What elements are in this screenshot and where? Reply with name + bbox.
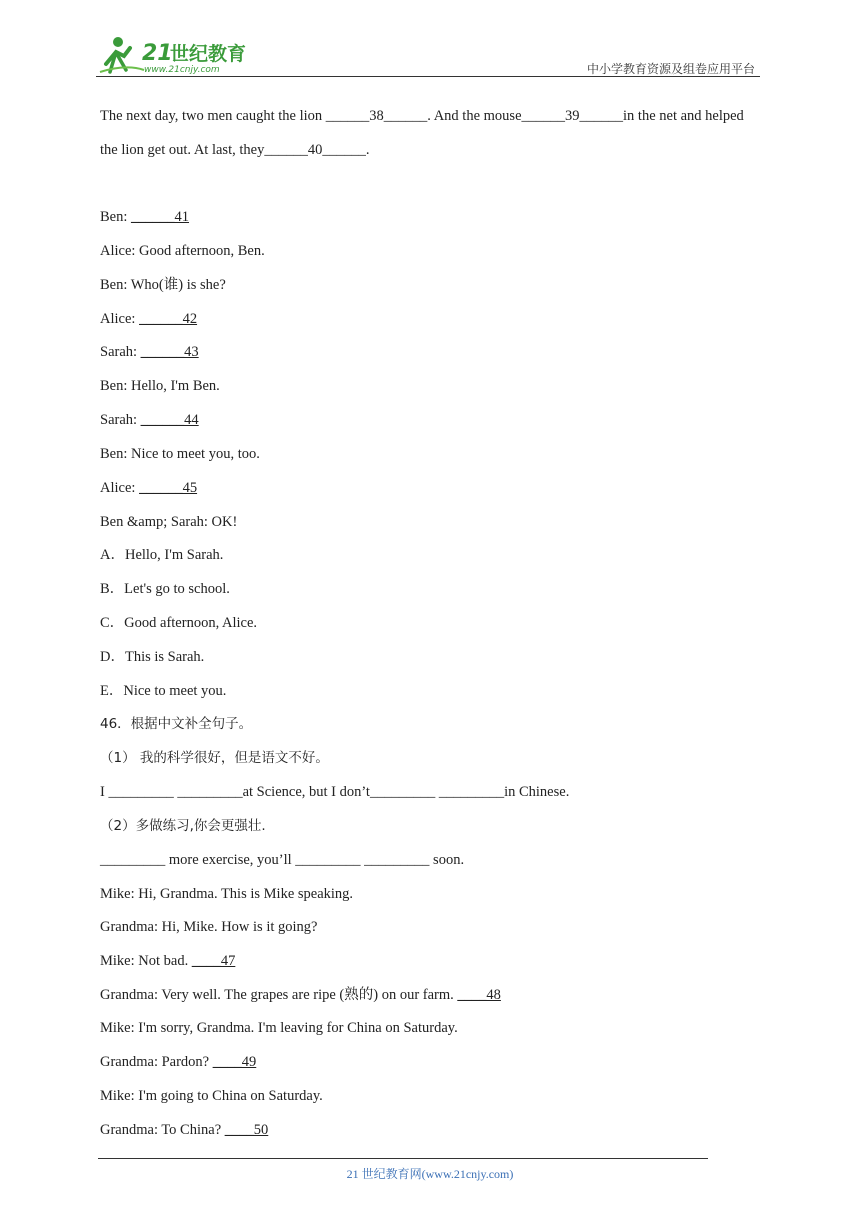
blank-45: ______45 (139, 480, 198, 496)
blank-44: ______44 (140, 412, 199, 428)
question-46-sub2-cn: （2）多做练习,你会更强壮. (100, 818, 266, 834)
dialogue2-line: Mike: Not bad. ____47 (100, 953, 236, 969)
blank-49: ____49 (212, 1054, 257, 1070)
svg-text:21: 21 (142, 41, 173, 66)
dialogue-line: Sarah: ______44 (100, 412, 199, 428)
blank-40: ______40______ (264, 142, 366, 158)
blank-50: ____50 (224, 1122, 269, 1138)
dialogue2-line: Mike: I'm going to China on Saturday. (100, 1088, 323, 1104)
site-logo (96, 34, 256, 76)
dialogue-line: Alice: ______42 (100, 311, 198, 327)
dialogue-line: Ben: Nice to meet you, too. (100, 446, 260, 462)
blank-38: ______38______ (325, 108, 428, 124)
dialogue-line: Ben: ______41 (100, 209, 190, 225)
blank-41: ______41 (131, 209, 190, 225)
header-divider (96, 76, 760, 77)
option-e: E．Nice to meet you. (100, 683, 227, 699)
story-line-1: The next day, two men caught the lion ______38______. And the mouse______39______in the net and helped (100, 108, 744, 124)
question-46-sub1-cn: （1） 我的科学很好，但是语文不好。 (100, 750, 329, 766)
dialogue-line: Sarah: ______43 (100, 344, 199, 360)
dialogue-line: Alice: Good afternoon, Ben. (100, 243, 265, 259)
dialogue2-line: Mike: I'm sorry, Grandma. I'm leaving for China on Saturday. (100, 1020, 458, 1036)
blank-42: ______42 (139, 311, 198, 327)
option-c: C．Good afternoon, Alice. (100, 615, 258, 631)
svg-text:世纪教育: 世纪教育 (170, 43, 247, 65)
question-46-title: 46．根据中文补全句子。 (100, 716, 253, 732)
option-a: A．Hello, I'm Sarah. (100, 547, 224, 563)
dialogue2-line: Grandma: Hi, Mike. How is it going? (100, 919, 318, 935)
dialogue2-line: Mike: Hi, Grandma. This is Mike speaking. (100, 886, 354, 902)
dialogue2-line: Grandma: Pardon? ____49 (100, 1054, 257, 1070)
blank-48: ____48 (457, 987, 501, 1003)
option-b: B．Let's go to school. (100, 581, 230, 597)
svg-text:www.21cnjy.com: www.21cnjy.com (144, 65, 220, 75)
dialogue-line: Alice: ______45 (100, 480, 198, 496)
story-line-2: the lion get out. At last, they______40______. (100, 142, 370, 158)
question-46-sub1-en: I _________ _________at Science, but I don’t_________ _________in Chinese. (100, 784, 570, 800)
question-46-sub2-en: _________ more exercise, you’ll _________ _________ soon. (100, 852, 465, 868)
dialogue-line: Ben &amp; Sarah: OK! (100, 514, 238, 530)
dialogue2-line: Grandma: Very well. The grapes are ripe (熟的) on our farm. ____48 (100, 987, 501, 1003)
footer-link[interactable]: 21 世纪教育网(www.21cnjy.com) (346, 1167, 514, 1181)
blank-47: ____47 (191, 953, 236, 969)
dialogue2-line: Grandma: To China? ____50 (100, 1122, 269, 1138)
blank-39: ______39______ (521, 108, 624, 124)
dialogue-line: Ben: Hello, I'm Ben. (100, 378, 220, 394)
dialogue-line: Ben: Who(谁) is she? (100, 277, 226, 293)
platform-name: 中小学教育资源及组卷应用平台 (586, 62, 755, 76)
runner-logo-icon (96, 34, 256, 76)
blank-43: ______43 (140, 344, 199, 360)
footer-divider (98, 1158, 708, 1159)
option-d: D．This is Sarah. (100, 649, 205, 665)
